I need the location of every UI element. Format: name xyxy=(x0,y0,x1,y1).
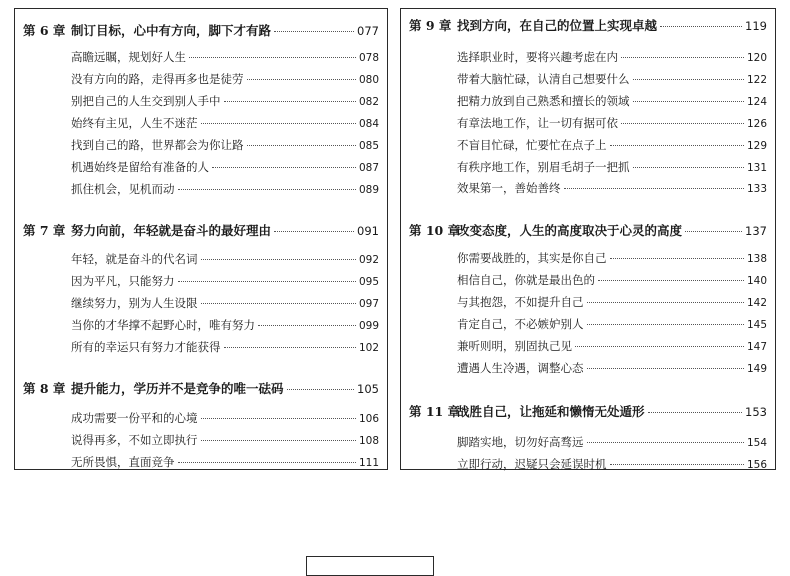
toc-entry-page-number: 082 xyxy=(358,96,379,108)
toc-entry[interactable] xyxy=(457,434,767,450)
toc-panel-right xyxy=(400,8,776,470)
toc-entry-page-number: 097 xyxy=(358,298,379,310)
toc-entry-page-number: 149 xyxy=(746,362,767,375)
toc-entry[interactable] xyxy=(71,93,379,109)
toc-entry-page-number: 084 xyxy=(358,118,379,130)
dot-leader xyxy=(201,259,356,260)
toc-entry-page-number: 124 xyxy=(746,95,767,108)
chapter-title: 提升能力，学历并不是竞争的唯一砝码 xyxy=(71,381,284,396)
dot-leader xyxy=(201,418,356,419)
dot-leader xyxy=(274,31,354,32)
toc-entry-page-number: 126 xyxy=(746,117,767,130)
toc-entry[interactable] xyxy=(71,137,379,153)
toc-entry[interactable] xyxy=(457,272,767,288)
toc-entry-title: 不盲目忙碌，忙要忙在点子上 xyxy=(457,137,607,152)
toc-entry-title: 有秩序地工作，别眉毛胡子一把抓 xyxy=(457,159,630,174)
toc-entry[interactable] xyxy=(71,71,379,87)
toc-entry-title: 立即行动，迟疑只会延误时机 xyxy=(457,456,607,471)
chapter-title: 制订目标，心中有方向，脚下才有路 xyxy=(71,23,272,38)
dot-leader xyxy=(287,389,355,390)
toc-entry[interactable] xyxy=(71,295,379,311)
toc-entry-page-number: 102 xyxy=(358,342,379,354)
toc-entry-title: 效果第一，善始善终 xyxy=(457,181,561,196)
dot-leader xyxy=(598,280,744,281)
dot-leader xyxy=(212,167,356,168)
toc-entry[interactable] xyxy=(71,339,379,355)
toc-entry-title: 找到自己的路，世界都会为你让路 xyxy=(71,138,244,152)
dot-leader xyxy=(224,347,356,348)
chapter-number: 第 7 章 xyxy=(23,223,66,238)
toc-entry[interactable] xyxy=(457,71,767,87)
dot-leader xyxy=(178,189,356,190)
toc-entry-page-number: 078 xyxy=(358,52,379,64)
dot-leader xyxy=(189,57,356,58)
dot-leader xyxy=(201,303,356,304)
toc-entry-title: 与其抱怨，不如提升自己 xyxy=(457,294,584,309)
dot-leader xyxy=(685,231,742,232)
chapter-number: 第 11 章 xyxy=(409,404,461,419)
toc-entry[interactable] xyxy=(457,338,767,354)
dot-leader xyxy=(633,79,744,80)
chapter-heading[interactable] xyxy=(409,16,767,34)
toc-entry-title: 所有的幸运只有努力才能获得 xyxy=(71,340,221,354)
toc-entry-title: 兼听则明，别固执己见 xyxy=(457,338,572,353)
toc-entry[interactable] xyxy=(71,273,379,289)
chapter-title: 找到方向，在自己的位置上实现卓越 xyxy=(457,18,658,33)
toc-entry[interactable] xyxy=(71,181,379,197)
toc-entry-page-number: 106 xyxy=(358,413,379,425)
toc-entry-page-number: 145 xyxy=(746,318,767,331)
page-footer-box xyxy=(306,556,434,576)
toc-entry-title: 年轻，就是奋斗的代名词 xyxy=(71,252,198,266)
toc-entry-title: 成功需要一份平和的心境 xyxy=(71,411,198,425)
toc-entry[interactable] xyxy=(457,180,767,196)
toc-entry-page-number: 080 xyxy=(358,74,379,86)
dot-leader xyxy=(587,302,744,303)
toc-entry-title: 选择职业时，要将兴趣考虑在内 xyxy=(457,50,618,64)
toc-entry-title: 继续努力，别为人生设限 xyxy=(71,296,198,310)
dot-leader xyxy=(587,324,744,325)
toc-entry-title: 当你的才华撑不起野心时，唯有努力 xyxy=(71,318,255,332)
toc-entry-page-number: 108 xyxy=(358,435,379,447)
dot-leader xyxy=(178,281,356,282)
dot-leader xyxy=(258,325,356,326)
dot-leader xyxy=(621,57,744,58)
toc-entry[interactable] xyxy=(71,454,379,470)
toc-entry-title: 无所畏惧，直面竞争 xyxy=(71,455,175,469)
toc-entry-title: 抓住机会，见机而动 xyxy=(71,182,175,196)
toc-entry-title: 始终有主见，人生不迷茫 xyxy=(71,116,198,130)
toc-entry-title: 有章法地工作，让一切有据可依 xyxy=(457,115,618,130)
toc-entry-title: 带着大脑忙碌，认清自己想要什么 xyxy=(457,71,630,86)
dot-leader xyxy=(201,123,356,124)
chapter-number: 第 6 章 xyxy=(23,23,66,38)
chapter-number: 第 8 章 xyxy=(23,381,66,396)
toc-entry[interactable] xyxy=(71,432,379,448)
chapter-number: 第 9 章 xyxy=(409,18,452,33)
toc-entry[interactable] xyxy=(457,250,767,266)
chapter-heading[interactable] xyxy=(409,402,767,420)
chapter-title: 战胜自己，让拖延和懒惰无处遁形 xyxy=(457,404,645,419)
toc-entry[interactable] xyxy=(71,317,379,333)
chapter-page-number: 091 xyxy=(357,224,379,238)
toc-entry[interactable] xyxy=(71,159,379,175)
toc-entry-page-number: 133 xyxy=(746,183,767,196)
dot-leader xyxy=(610,258,744,259)
toc-entry[interactable] xyxy=(457,456,767,472)
toc-entry[interactable] xyxy=(457,316,767,332)
chapter-page-number: 105 xyxy=(357,382,379,396)
toc-entry-page-number: 120 xyxy=(746,52,767,64)
toc-entry[interactable] xyxy=(71,410,379,426)
toc-entry-title: 相信自己，你就是最出色的 xyxy=(457,272,595,287)
toc-entry-title: 说得再多，不如立即执行 xyxy=(71,433,198,447)
chapter-page-number: 119 xyxy=(745,19,767,33)
chapter-page-number: 077 xyxy=(357,24,379,38)
chapter-title: 努力向前，年轻就是奋斗的最好理由 xyxy=(71,223,272,238)
toc-entry[interactable] xyxy=(457,93,767,109)
chapter-heading[interactable] xyxy=(23,21,379,39)
toc-entry-page-number: 087 xyxy=(358,162,379,174)
dot-leader xyxy=(610,145,744,146)
chapter-heading[interactable] xyxy=(23,221,379,239)
toc-entry-page-number: 099 xyxy=(358,320,379,332)
toc-entry-page-number: 122 xyxy=(746,73,767,86)
dot-leader xyxy=(274,231,354,232)
toc-entry-page-number: 131 xyxy=(746,161,767,174)
toc-entry[interactable] xyxy=(457,159,767,175)
toc-entry-page-number: 147 xyxy=(746,340,767,353)
toc-entry-title: 脚踏实地，切勿好高骛远 xyxy=(457,435,584,449)
toc-entry-page-number: 138 xyxy=(746,253,767,265)
dot-leader xyxy=(621,123,744,124)
toc-entry-title: 机遇始终是留给有准备的人 xyxy=(71,160,209,174)
dot-leader xyxy=(648,412,743,413)
dot-leader xyxy=(660,26,742,27)
dot-leader xyxy=(587,368,744,369)
toc-entry-page-number: 092 xyxy=(358,254,379,266)
chapter-number: 第 10 章 xyxy=(409,223,461,238)
toc-entry-page-number: 154 xyxy=(746,437,767,449)
toc-entry-title: 你需要战胜的，其实是你自己 xyxy=(457,251,607,265)
toc-entry[interactable] xyxy=(71,115,379,131)
dot-leader xyxy=(610,464,744,465)
toc-entry-page-number: 095 xyxy=(358,276,379,288)
toc-entry[interactable] xyxy=(71,49,379,65)
chapter-heading[interactable] xyxy=(23,379,379,397)
toc-entry-title: 因为平凡，只能努力 xyxy=(71,274,175,288)
dot-leader xyxy=(633,167,744,168)
toc-panel-left xyxy=(14,8,388,470)
chapter-page-number: 137 xyxy=(745,224,767,238)
dot-leader xyxy=(247,145,356,146)
toc-entry-title: 肯定自己，不必嫉妒别人 xyxy=(457,316,584,331)
dot-leader xyxy=(633,101,744,102)
toc-entry-title: 遭遇人生冷遇，调整心态 xyxy=(457,360,584,375)
toc-entry[interactable] xyxy=(457,115,767,131)
dot-leader xyxy=(587,442,744,443)
toc-entry[interactable] xyxy=(457,360,767,376)
toc-entry-page-number: 111 xyxy=(358,457,379,469)
dot-leader xyxy=(201,440,356,441)
toc-entry-page-number: 140 xyxy=(746,274,767,287)
toc-entry-title: 别把自己的人生交到别人手中 xyxy=(71,94,221,108)
dot-leader xyxy=(564,188,744,189)
toc-entry-title: 没有方向的路，走得再多也是徒劳 xyxy=(71,72,244,86)
toc-entry-page-number: 089 xyxy=(358,184,379,196)
toc-entry-page-number: 142 xyxy=(746,296,767,309)
chapter-heading[interactable] xyxy=(409,221,767,239)
toc-entry-page-number: 129 xyxy=(746,139,767,152)
dot-leader xyxy=(224,101,356,102)
toc-entry[interactable] xyxy=(457,137,767,153)
toc-entry[interactable] xyxy=(457,294,767,310)
toc-entry[interactable] xyxy=(457,49,767,65)
dot-leader xyxy=(575,346,744,347)
toc-entry-title: 把精力放到自己熟悉和擅长的领域 xyxy=(457,93,630,108)
toc-entry-title: 高瞻远瞩，规划好人生 xyxy=(71,50,186,64)
chapter-page-number: 153 xyxy=(745,405,767,419)
chapter-title: 改变态度，人生的高度取决于心灵的高度 xyxy=(457,223,683,238)
toc-entry-page-number: 156 xyxy=(746,458,767,471)
dot-leader xyxy=(178,462,356,463)
dot-leader xyxy=(247,79,356,80)
toc-entry[interactable] xyxy=(71,251,379,267)
toc-entry-page-number: 085 xyxy=(358,140,379,152)
